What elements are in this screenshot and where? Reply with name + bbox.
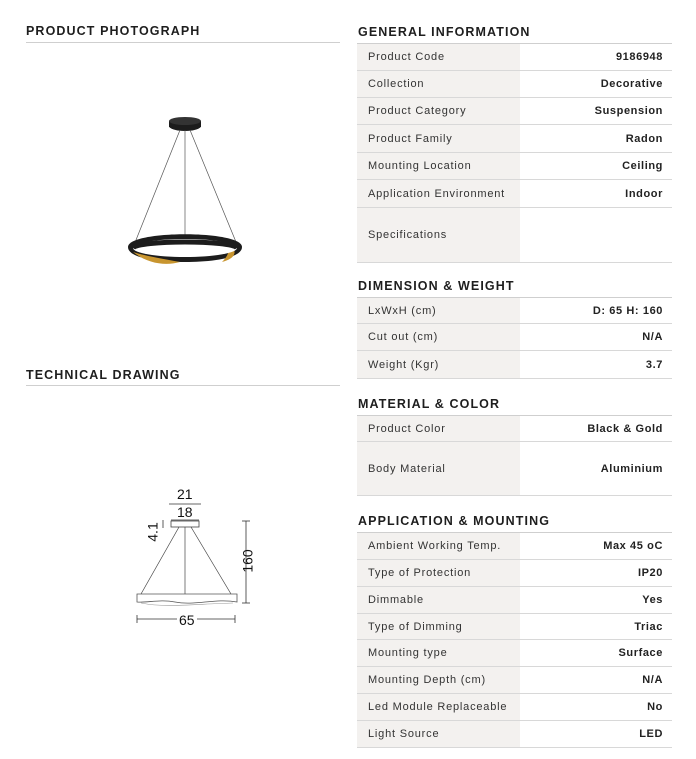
- row-value: 9186948: [615, 51, 663, 63]
- table-row: [357, 44, 672, 71]
- table-row: [357, 153, 672, 180]
- row-label: Collection: [357, 71, 520, 97]
- table-row: [357, 721, 672, 748]
- material-color-table: [357, 416, 672, 496]
- row-value: No: [647, 701, 663, 713]
- table-row: [357, 71, 672, 98]
- row-value: N/A: [642, 674, 663, 686]
- row-value: N/A: [642, 331, 663, 343]
- table-row: [357, 533, 672, 560]
- row-label: Product Category: [357, 98, 520, 124]
- dimension-weight-table: [357, 298, 672, 379]
- row-label: Mounting Location: [357, 153, 520, 179]
- table-row: [357, 125, 672, 153]
- row-label: Cut out (cm): [357, 324, 520, 350]
- row-value: 3.7: [645, 358, 663, 371]
- table-row: [357, 208, 672, 263]
- row-label: Application Environment: [357, 180, 520, 207]
- product-photo: [118, 112, 258, 277]
- dim-top-inner: 18: [177, 504, 193, 520]
- material-color-title: MATERIAL & COLOR: [358, 397, 501, 411]
- row-value: Ceiling: [622, 160, 663, 172]
- row-label: Specifications: [357, 208, 520, 262]
- row-label: Type of Dimming: [357, 614, 520, 639]
- divider: [26, 385, 340, 386]
- dim-width: 65: [179, 612, 195, 628]
- row-label: Led Module Replaceable: [357, 694, 520, 720]
- application-mounting-title: APPLICATION & MOUNTING: [358, 514, 551, 528]
- row-label: Weight (Kgr): [357, 351, 520, 378]
- general-information-table: [357, 44, 672, 263]
- row-label: Body Material: [357, 442, 520, 495]
- dim-top-outer: 21: [177, 486, 193, 502]
- table-row: [357, 180, 672, 208]
- table-row: [357, 667, 672, 694]
- row-value: IP20: [637, 567, 663, 579]
- application-mounting-table: [357, 533, 672, 748]
- dim-canopy-height: 4.1: [144, 522, 161, 542]
- row-value: Suspension: [594, 105, 663, 117]
- row-label: Product Code: [357, 44, 520, 70]
- divider: [26, 42, 340, 43]
- row-label: Ambient Working Temp.: [357, 533, 520, 559]
- row-label: Product Family: [357, 125, 520, 152]
- row-value: D: 65 H: 160: [592, 304, 663, 317]
- table-row: [357, 351, 672, 379]
- dim-height: 160: [239, 549, 256, 573]
- table-row: [357, 416, 672, 442]
- row-label: Product Color: [357, 416, 520, 441]
- row-value: Max 45 oC: [603, 540, 663, 552]
- row-label: Light Source: [357, 721, 520, 747]
- row-value: LED: [639, 728, 663, 740]
- row-value: Surface: [618, 647, 663, 659]
- row-label: Dimmable: [357, 587, 520, 613]
- table-row: [357, 587, 672, 614]
- table-row: [357, 640, 672, 667]
- row-value: Black & Gold: [587, 422, 663, 435]
- table-row: [357, 442, 672, 496]
- table-row: [357, 560, 672, 587]
- row-value: Radon: [625, 132, 663, 145]
- table-row: [357, 298, 672, 324]
- product-photograph-title: PRODUCT PHOTOGRAPH: [26, 24, 201, 38]
- row-label: Type of Protection: [357, 560, 520, 586]
- row-value: Indoor: [625, 187, 663, 200]
- table-row: [357, 324, 672, 351]
- technical-drawing-title: TECHNICAL DRAWING: [26, 368, 181, 382]
- table-row: [357, 98, 672, 125]
- table-row: [357, 694, 672, 721]
- table-row: [357, 614, 672, 640]
- general-information-title: GENERAL INFORMATION: [358, 25, 531, 39]
- row-label: LxWxH (cm): [357, 298, 520, 323]
- row-value: Triac: [634, 620, 663, 633]
- row-value: Aluminium: [600, 462, 663, 475]
- dimension-weight-title: DIMENSION & WEIGHT: [358, 279, 515, 293]
- row-label: Mounting type: [357, 640, 520, 666]
- row-value: Yes: [642, 594, 663, 606]
- row-value: [520, 208, 672, 262]
- row-value: Decorative: [600, 78, 663, 90]
- row-label: Mounting Depth (cm): [357, 667, 520, 693]
